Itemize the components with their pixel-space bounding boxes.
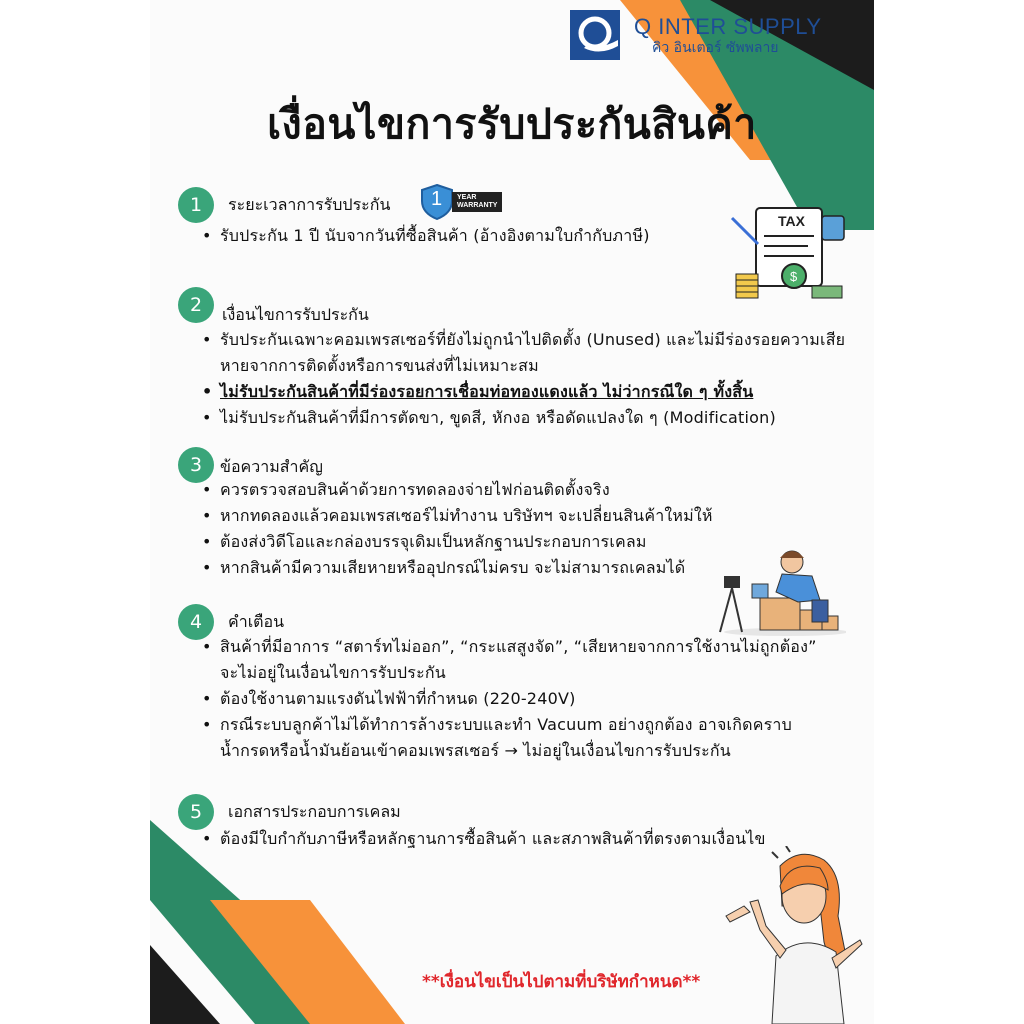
list-item: • ไม่รับประกันสินค้าที่มีการตัดขา, ขูดสี, หักงอ หรือดัดแปลงใด ๆ (Modification) (200, 405, 870, 431)
worker-illustration (716, 548, 846, 636)
section-number: 1 (178, 187, 214, 223)
section-number: 3 (178, 447, 214, 483)
badge-label (452, 192, 502, 212)
section-heading: คำเตือน (228, 612, 285, 631)
svg-text:$: $ (790, 269, 798, 284)
page-title: เงื่อนไขการรับประกันสินค้า (267, 100, 757, 148)
section-heading: ข้อความสำคัญ (220, 457, 323, 476)
section-number: 2 (178, 287, 214, 323)
tax-label: TAX (778, 213, 805, 229)
section-number: 5 (178, 794, 214, 830)
list-item: • ต้องใช้งานตามแรงดันไฟฟ้าที่กำหนด (220-240V) (200, 686, 820, 712)
badge-number: 1 (431, 188, 443, 210)
list-item: • หากทดลองแล้วคอมเพรสเซอร์ไม่ทำงาน บริษัทฯ จะเปลี่ยนสินค้าใหม่ให้ (200, 503, 740, 529)
tax-document-illustration (728, 204, 848, 304)
list-item: • รับประกันเฉพาะคอมเพรสเซอร์ที่ยังไม่ถูกนำไปติดตั้ง (Unused) และไม่มีร่องรอยความเสียหายจากการติดตั้งหรือการขนส่งที่ไม่เหมาะสม (200, 327, 870, 379)
badge-line2: WARRANTY (457, 202, 498, 209)
list-item: • สินค้าที่มีอาการ “สตาร์ทไม่ออก”, “กระแสสูงจัด”, “เสียหายจากการใช้งานไม่ถูกต้อง” จะไม่อยู่ในเงื่อนไขการรับประกัน (200, 634, 820, 686)
section-items (200, 327, 870, 431)
list-item: • ควรตรวจสอบสินค้าด้วยการทดลองจ่ายไฟก่อนติดตั้งจริง (200, 477, 740, 503)
section-items (200, 477, 740, 581)
footer-note: **เงื่อนไขเป็นไปตามที่บริษัทกำหนด** (422, 972, 701, 992)
list-item-warning: • ไม่รับประกันสินค้าที่มีร่องรอยการเชื่อมท่อทองแดงแล้ว ไม่ว่ากรณีใด ๆ ทั้งสิ้น (200, 379, 870, 405)
section-heading: ระยะเวลาการรับประกัน (228, 195, 391, 214)
section-items (200, 634, 820, 764)
company-logo (570, 10, 822, 60)
list-item: • หากสินค้ามีความเสียหายหรืออุปกรณ์ไม่ครบ จะไม่สามารถเคลมได้ (200, 555, 740, 581)
list-item: • กรณีระบบลูกค้าไม่ได้ทำการล้างระบบและทำ Vacuum อย่างถูกต้อง อาจเกิดคราบน้ำกรดหรือน้ำมันย้อนเข้าคอมเพรสเซอร์ → ไม่อยู่ในเงื่อนไขการรับประกัน (200, 712, 820, 764)
section-number: 4 (178, 604, 214, 640)
warranty-poster (150, 0, 874, 1024)
brand-name-en: Q INTER SUPPLY (634, 13, 822, 39)
list-item: • รับประกัน 1 ปี นับจากวันที่ซื้อสินค้า (อ้างอิงตามใบกำกับภาษี) (200, 223, 720, 249)
pointing-girl-illustration (720, 846, 870, 1024)
list-item: • ต้องส่งวิดีโอและกล่องบรรจุเดิมเป็นหลักฐานประกอบการเคลม (200, 529, 740, 555)
brand-name-th: คิว อินเตอร์ ซัพพลาย (652, 39, 779, 56)
q-logo-icon (570, 10, 620, 60)
section-heading: เอกสารประกอบการเคลม (228, 802, 401, 821)
section-items (200, 223, 720, 249)
section-heading: เงื่อนไขการรับประกัน (222, 305, 369, 324)
badge-line1: YEAR (457, 194, 477, 201)
warranty-badge (420, 184, 502, 220)
list-item: • ต้องมีใบกำกับภาษีหรือหลักฐานการซื้อสินค้า และสภาพสินค้าที่ตรงตามเงื่อนไข (200, 826, 870, 852)
